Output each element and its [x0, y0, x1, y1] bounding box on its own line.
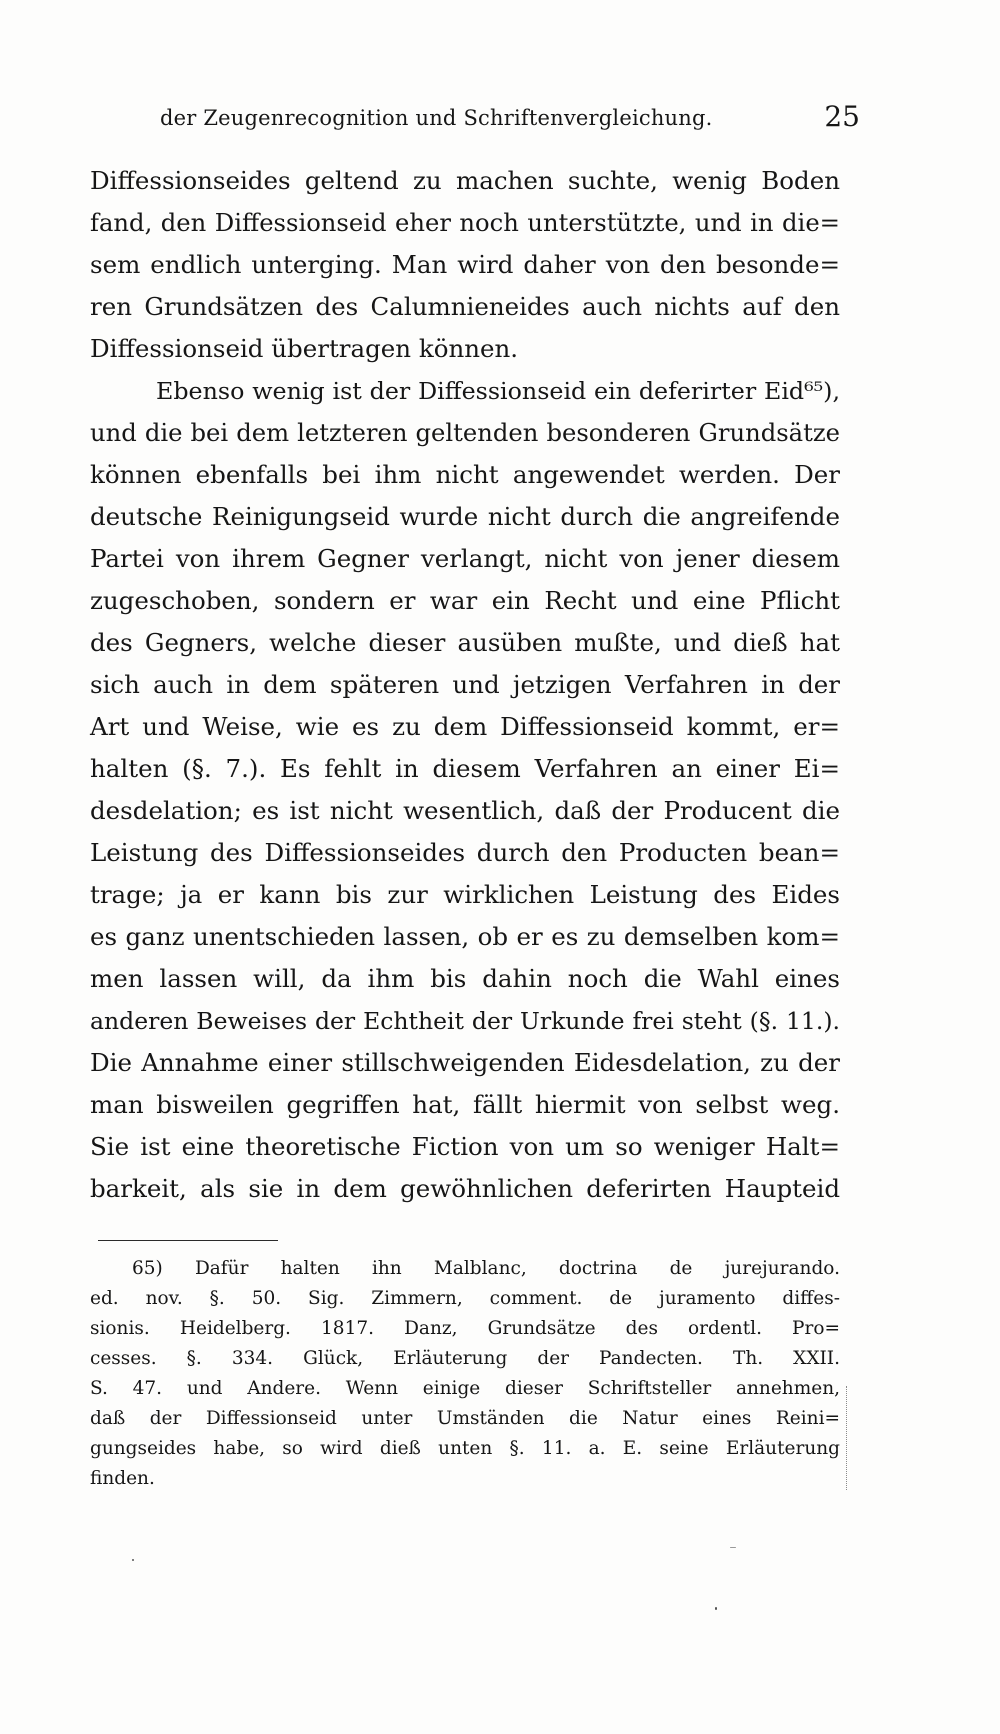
text-line: können ebenfalls bei ihm nicht angewendet werden. Der [90, 460, 840, 489]
text-line: Leistung des Diffessionseides durch den Producten bean= [90, 838, 840, 867]
text-line: ren Grundsätzen des Calumnieneides auch nichts auf den [90, 292, 840, 321]
text-line: sich auch in dem späteren und jetzigen Verfahren in der [90, 670, 840, 699]
paper-speck [730, 1547, 736, 1548]
text-line: Partei von ihrem Gegner verlangt, nicht von jener diesem [90, 544, 840, 573]
paragraph-start-line: Ebenso wenig ist der Diffessionseid ein deferirter Eid⁶⁵), [156, 377, 840, 405]
text-line: Art und Weise, wie es zu dem Diffessionseid kommt, er= [90, 712, 840, 741]
text-line: und die bei dem letzteren geltenden besonderen Grundsätze [90, 418, 840, 447]
text-line: halten (§. 7.). Es fehlt in diesem Verfahren an einer Ei= [90, 754, 840, 783]
footnote-line: finden. [90, 1468, 155, 1489]
text-line: men lassen will, da ihm bis dahin noch die Wahl eines [90, 964, 840, 993]
footnote-line: daß der Diffessionseid unter Umständen die Natur eines Reini= [90, 1408, 840, 1429]
text-line: anderen Beweises der Echtheit der Urkunde frei steht (§. 11.). [90, 1007, 840, 1035]
text-line: Sie ist eine theoretische Fiction von um so weniger Halt= [90, 1132, 840, 1161]
text-line: sem endlich unterging. Man wird daher von den besonde= [90, 250, 840, 279]
footnote-block [90, 1254, 840, 1494]
footnote-line: ed. nov. §. 50. Sig. Zimmern, comment. de juramento diffes- [90, 1288, 840, 1309]
text-line: deutsche Reinigungseid wurde nicht durch die angreifende [90, 502, 840, 531]
text-line: Die Annahme einer stillschweigenden Eidesdelation, zu der [90, 1048, 840, 1077]
page-number: 25 [824, 100, 860, 133]
margin-mark [846, 1386, 847, 1490]
body-text [90, 160, 840, 1210]
text-line: es ganz unentschieden lassen, ob er es zu demselben kom= [90, 922, 840, 951]
text-line: fand, den Diffessionseid eher noch unterstützte, und in die= [90, 208, 840, 237]
running-title: der Zeugenrecognition und Schriftenvergleichung. [160, 106, 713, 130]
paper-speck [715, 1607, 717, 1610]
footnote-line: S. 47. und Andere. Wenn einige dieser Schriftsteller annehmen, [90, 1378, 840, 1399]
footnote-line: cesses. §. 334. Glück, Erläuterung der Pandecten. Th. XXII. [90, 1348, 840, 1369]
text-line: trage; ja er kann bis zur wirklichen Leistung des Eides [90, 880, 840, 909]
text-line: Diffessionseid übertragen können. [90, 334, 519, 363]
footnote-line: sionis. Heidelberg. 1817. Danz, Grundsätze des ordentl. Pro= [90, 1318, 840, 1339]
text-line: des Gegners, welche dieser ausüben mußte, und dieß hat [90, 628, 840, 657]
running-head [150, 100, 860, 136]
footnote-line: gungseides habe, so wird dieß unten §. 11. a. E. seine Erläuterung [90, 1438, 840, 1459]
text-line: man bisweilen gegriffen hat, fällt hiermit von selbst weg. [90, 1090, 840, 1119]
text-line: desdelation; es ist nicht wesentlich, daß der Producent die [90, 796, 840, 825]
paper-speck [132, 1559, 134, 1561]
footnote-line: 65) Dafür halten ihn Malblanc, doctrina de jurejurando. [132, 1258, 840, 1279]
footnote-divider [98, 1240, 278, 1241]
text-line: zugeschoben, sondern er war ein Recht und eine Pflicht [90, 586, 840, 615]
text-line: Diffessionseides geltend zu machen suchte, wenig Boden [90, 166, 840, 195]
text-line: barkeit, als sie in dem gewöhnlichen deferirten Haupteid [90, 1174, 840, 1203]
